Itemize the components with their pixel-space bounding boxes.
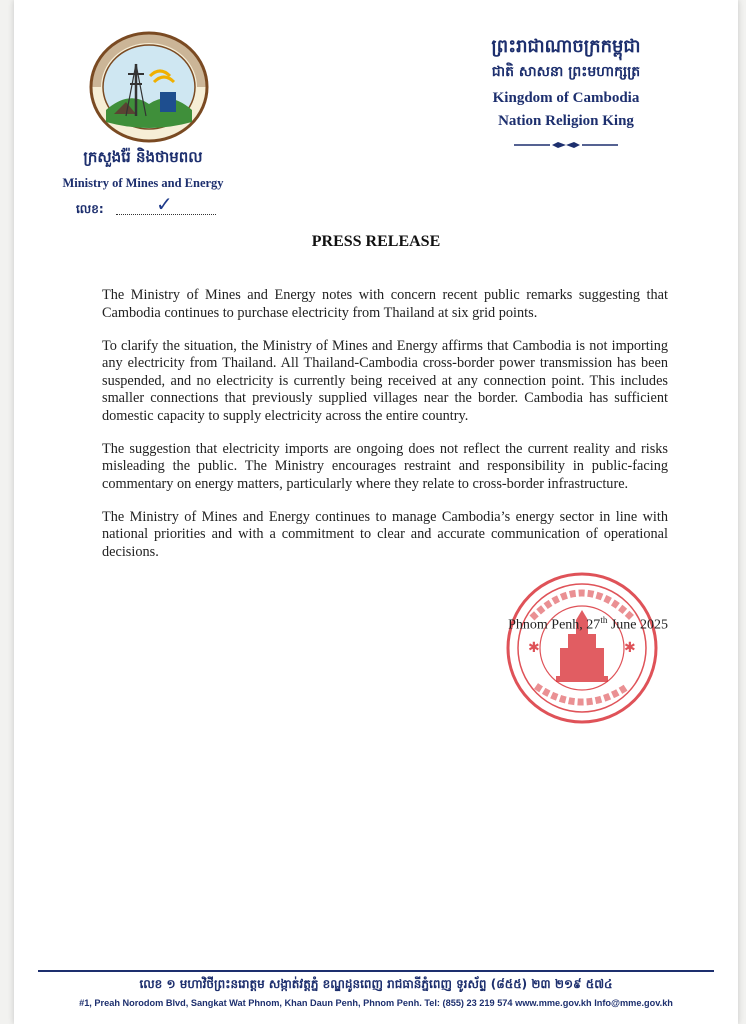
body-paragraph: To clarify the situation, the Ministry of Mines and Energy affirms that Cambodia is not importing any electricity from Thailand. All Thailand-Cambodia cross-border power transmission has been suspended, and no electricity is currently being received at any connection point. This includes smaller connections that previously supplied villages near the border. Cambodia has sufficient domestic capacity to supply electricity across the entire country.: [102, 337, 668, 424]
footer-address-english: #1, Preah Norodom Blvd, Sangkat Wat Phnom, Khan Daun Penh, Phnom Penh. Tel: (855) 23 219 574 www.mme.gov.kh Info@mme.gov.kh: [79, 998, 673, 1008]
ministry-emblem-icon: [84, 30, 214, 145]
date-ordinal-suffix: th: [600, 615, 608, 625]
svg-text:✱: ✱: [528, 640, 540, 656]
body-paragraph: The suggestion that electricity imports are ongoing does not reflect the current reality and risks misleading the public. The Ministry encourages restraint and responsibility in public-facing commentary on energy matters, particularly where they relate to cross-border infrastructure.: [102, 440, 668, 492]
body-paragraph: The Ministry of Mines and Energy continues to manage Cambodia’s energy sector in line with national priorities and with a commitment to clear and accurate communication of operational decisions.: [102, 508, 668, 560]
svg-text:✱: ✱: [624, 640, 636, 656]
kingdom-name-khmer: ព្រះរាជាណាចក្រកម្ពុជា: [491, 36, 641, 57]
handwritten-check-icon: ✓: [156, 192, 173, 216]
reference-label: លេខ:: [76, 202, 104, 216]
footer-divider: [38, 970, 714, 972]
national-motto-khmer: ជាតិ សាសនា ព្រះមហាក្សត្រ: [491, 64, 641, 80]
official-seal-icon: [502, 568, 662, 728]
ministry-name-khmer: ក្រសួងរ៉ែ និងថាមពល: [83, 148, 203, 166]
document-page: [14, 0, 738, 1024]
kingdom-name-english: Kingdom of Cambodia: [492, 90, 640, 106]
reference-number-field: [76, 192, 236, 220]
footer-address-khmer: លេខ ១ មហាវិថីព្រះនរោត្តម សង្កាត់វត្តភ្នំ ខណ្ឌដូនពេញ រាជធានីភ្នំពេញ ទូរស័ព្ទ (៨៥៥) ២៣ ២១៩ ៥៧៤: [139, 977, 613, 991]
date-place-text: Phnom Penh, 27: [508, 617, 601, 633]
body-paragraph: The Ministry of Mines and Energy notes with concern recent public remarks suggesting that Cambodia continues to purchase electricity from Thailand at six grid points.: [102, 287, 668, 321]
date-location: [466, 615, 668, 634]
document-title: PRESS RELEASE: [311, 233, 441, 250]
document-body: [102, 287, 668, 577]
national-motto-english: Nation Religion King: [498, 113, 634, 129]
ministry-name-english: Ministry of Mines and Energy: [62, 176, 224, 190]
ornamental-divider-icon: [514, 140, 618, 150]
date-month-year: June 2025: [607, 617, 668, 633]
